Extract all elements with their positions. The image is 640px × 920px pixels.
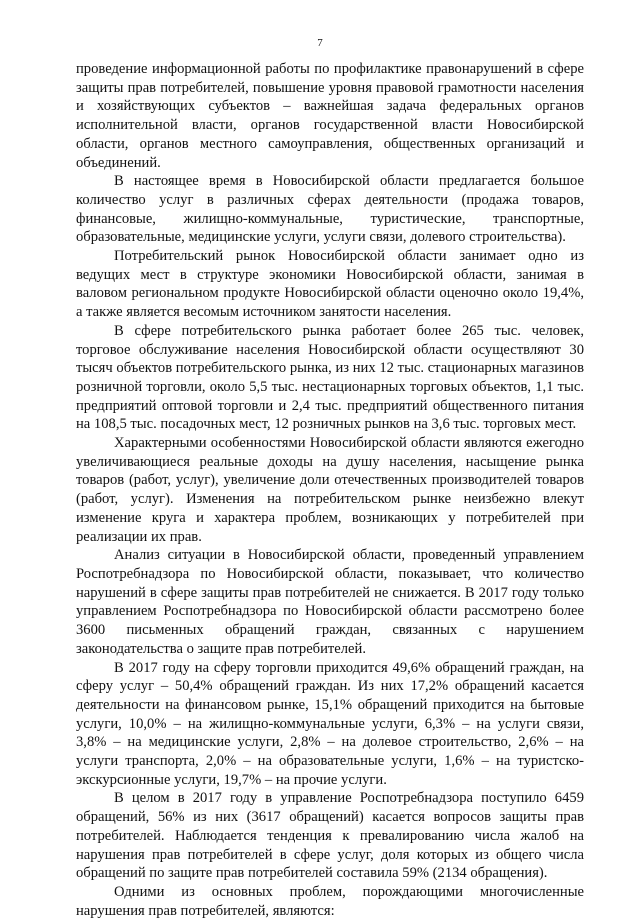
paragraph-main-problems: Одними из основных проблем, порождающими многочисленные нарушения прав потребителей, являются:	[76, 883, 584, 919]
paragraph-complaints-total: В целом в 2017 году в управление Роспотребнадзора поступило 6459 обращений, 56% из них (3617 обращений) касается вопросов защиты прав потребителей. Наблюдается тенденция к превалированию числа жалоб на нарушения прав потребителей в сфере услуг, доля которых из общего числа обращений по защите прав потребителей составила 59% (2134 обращения).	[76, 790, 584, 882]
paragraph-market-employment: В сфере потребительского рынка работает более 265 тыс. человек, торговое обслуживание населения Новосибирской области осуществляют 30 тысяч объектов потребительского рынка, из них 12 тыс. стационарных магазинов розничной торговли, около 5,5 тыс. нестационарных торговых объектов, 1,1 тыс. предприятий оптовой торговли и 2,4 тыс. предприятий общественного питания на 108,5 тыс. посадочных мест, 12 розничных рынков на 3,6 тыс. торговых мест.	[76, 322, 584, 433]
paragraph-continuation: проведение информационной работы по профилактике правонарушений в сфере защиты прав потребителей, повышение уровня правовой грамотности населения и хозяйствующих субъектов – важнейшая задача федеральных органов исполнительной власти, органов государственной власти Новосибирской области, органов местного самоуправления, общественных организаций и объединений.	[76, 61, 584, 171]
page-number: 7	[317, 37, 323, 49]
paragraph-consumer-market: Потребительский рынок Новосибирской области занимает одно из ведущих мест в структуре экономики Новосибирской области, занимая в валовом региональном продукте Новосибирской области оценочно около 19,4%, а также является весомым источником занятости населения.	[76, 248, 584, 321]
paragraph-situation-analysis: Анализ ситуации в Новосибирской области, проведенный управлением Роспотребнадзора по Новосибирской области, показывает, что количество нарушений в сфере защиты прав потребителей не снижается. В 2017 году только управлением Роспотребнадзора по Новосибирской области рассмотрено более 3600 письменных обращений граждан, связанных с нарушением законодательства о защите прав потребителей.	[76, 547, 584, 657]
document-body	[76, 60, 584, 920]
paragraph-complaints-breakdown: В 2017 году на сферу торговли приходится 49,6% обращений граждан, на сферу услуг – 50,4% обращений граждан. Из них 17,2% обращений касается деятельности на финансовом рынке, 15,1% обращений приходится на бытовые услуги, 10,0% – на жилищно-коммунальные услуги, 6,3% – на услуги связи, 3,8% – на медицинские услуги, 2,8% – на долевое строительство, 2,6% – на услуги транспорта, 2,0% – на образовательные услуги, 1,6% – на туристско-экскурсионные услуги, 19,7% – на прочие услуги.	[76, 659, 584, 788]
paragraph-characteristics: Характерными особенностями Новосибирской области являются ежегодно увеличивающиеся реальные доходы на душу населения, насыщение рынка товаров (работ, услуг), увеличение доли отечественных производителей товаров (работ, услуг). Изменения на потребительском рынке неизбежно влекут изменение круга и характера проблем, возникающих у потребителей при реализации их прав.	[76, 435, 584, 545]
paragraph-services: В настоящее время в Новосибирской области предлагается большое количество услуг в различных сферах деятельности (продажа товаров, финансовые, жилищно-коммунальные, туристические, транспортные, образовательные, медицинские услуги, услуги связи, долевого строительства).	[76, 173, 584, 246]
